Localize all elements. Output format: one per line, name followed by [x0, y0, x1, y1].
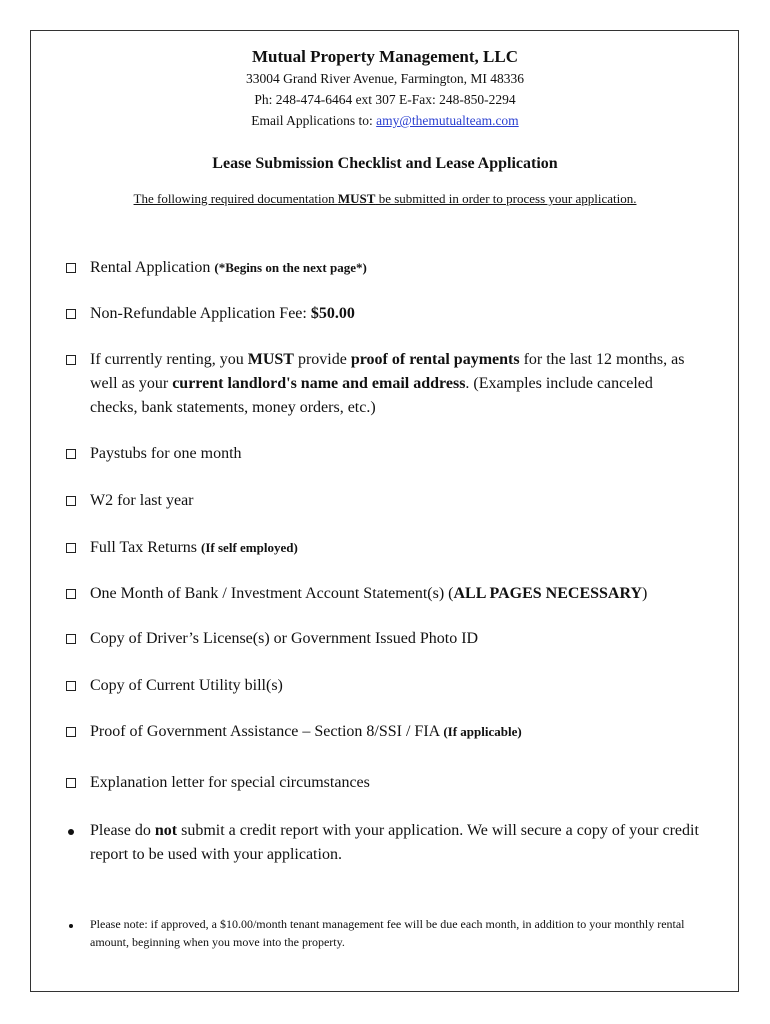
checkbox-icon[interactable] [66, 681, 76, 691]
email-label: Email Applications to: [251, 113, 377, 128]
checkbox-icon[interactable] [66, 634, 76, 644]
checklist-item-rental-proof: If currently renting, you MUST provide proof of rental payments for the last 12 months, as well as your current landlord's name and email address. (Examples include canceled checks, bank statements, money orders, etc.) [66, 348, 686, 420]
company-name: Mutual Property Management, LLC [252, 47, 518, 66]
bullet-management-fee-note: Please note: if approved, a $10.00/month tenant management fee will be due each month, in addition to your monthly rental amount, beginning when you move into the property. [66, 915, 706, 951]
email-link[interactable]: amy@themutualteam.com [376, 113, 519, 128]
notice-text-post: be submitted in order to process your application. [375, 191, 637, 206]
checklist-item-tax-returns: Full Tax Returns (If self employed) [66, 536, 726, 560]
checklist-item-government-assistance: Proof of Government Assistance – Section 8/SSI / FIA (If applicable) [66, 720, 726, 744]
bullet-icon [68, 829, 74, 835]
checkbox-icon[interactable] [66, 496, 76, 506]
required-notice [0, 190, 770, 208]
bullet-credit-report: Please do not submit a credit report with your application. We will secure a copy of your credit report to be used with your application. [66, 819, 726, 867]
email-line [0, 110, 770, 131]
checklist-item-explanation-letter: Explanation letter for special circumstances [66, 771, 726, 795]
company-phone-fax: Ph: 248-474-6464 ext 307 E-Fax: 248-850-2294 [254, 92, 516, 107]
checkbox-icon[interactable] [66, 309, 76, 319]
document-title: Lease Submission Checklist and Lease Application [212, 155, 558, 172]
checklist-item-application-fee: Non-Refundable Application Fee: $50.00 [66, 302, 726, 326]
bullet-icon [69, 924, 73, 928]
checkbox-icon[interactable] [66, 263, 76, 273]
checklist-item-paystubs: Paystubs for one month [66, 442, 726, 466]
checklist-item-bank-statements: One Month of Bank / Investment Account Statement(s) (ALL PAGES NECESSARY) [66, 582, 726, 606]
checkbox-icon[interactable] [66, 778, 76, 788]
checklist-item-w2: W2 for last year [66, 489, 726, 513]
notice-text-pre: The following required documentation [133, 191, 338, 206]
checklist-item-photo-id: Copy of Driver’s License(s) or Government Issued Photo ID [66, 627, 726, 651]
checkbox-icon[interactable] [66, 449, 76, 459]
checkbox-icon[interactable] [66, 589, 76, 599]
checklist-item-utility-bill: Copy of Current Utility bill(s) [66, 674, 726, 698]
company-address: 33004 Grand River Avenue, Farmington, MI 48336 [246, 71, 524, 86]
checkbox-icon[interactable] [66, 727, 76, 737]
checkbox-icon[interactable] [66, 355, 76, 365]
letterhead [0, 46, 770, 131]
checkbox-icon[interactable] [66, 543, 76, 553]
notice-emphasis: MUST [337, 191, 376, 206]
checklist-item-rental-application: Rental Application (*Begins on the next page*) [66, 256, 726, 280]
